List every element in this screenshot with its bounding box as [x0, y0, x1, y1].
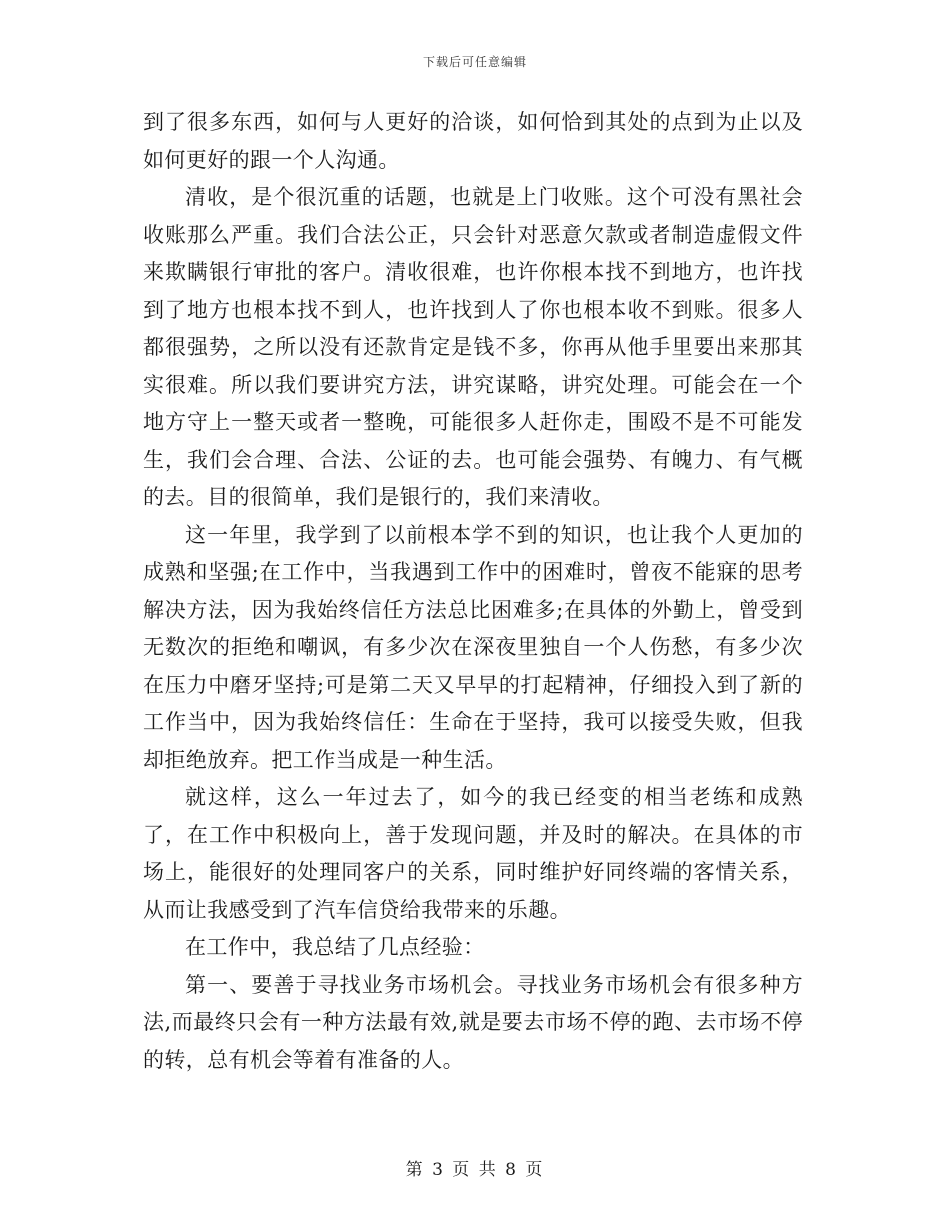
paragraph-continuation: 到了很多东西，如何与人更好的洽谈，如何恰到其处的点到为止以及如何更好的跟一个人沟通。 — [143, 110, 803, 172]
page-number-footer: 第 3 页 共 8 页 — [405, 1160, 545, 1180]
paragraph-year-review: 这一年里，我学到了以前根本学不到的知识，也让我个人更加的成熟和坚强;在工作中，当我遇到工作中的困难时，曾夜不能寐的思考解决方法，因为我始终信任方法总比困难多;在具体的外勤上，曾受到无数次的拒绝和嘲讽，有多少次在深夜里独自一个人伤愁，有多少次在压力中磨牙坚持;可是第二天又早早的打起精神，仔细投入到了新的工作当中，因为我始终信任：生命在于坚持，我可以接受失败，但我却拒绝放弃。把工作当成是一种生活。 — [143, 522, 803, 772]
paragraph-experience-intro: 在工作中，我总结了几点经验： — [185, 935, 485, 959]
body-text — [143, 104, 803, 1079]
paragraph-point-one: 第一、要善于寻找业务市场机会。寻找业务市场机会有很多种方法,而最终只会有一种方法最有效,就是要去市场不停的跑、去市场不停的转，总有机会等着有准备的人。 — [143, 972, 803, 1072]
paragraph-collection: 清收，是个很沉重的话题，也就是上门收账。这个可没有黑社会收账那么严重。我们合法公正，只会针对恶意欠款或者制造虚假文件来欺瞒银行审批的客户。清收很难，也许你根本找不到地方，也许找到了地方也根本找不到人，也许找到人了你也根本收不到账。很多人都很强势，之所以没有还款肯定是钱不多，你再从他手里要出来那其实很难。所以我们要讲究方法，讲究谋略，讲究处理。可能会在一个地方守上一整天或者一整晚，可能很多人赶你走，围殴不是不可能发生，我们会合理、合法、公证的去。也可能会强势、有魄力、有气概的去。目的很简单，我们是银行的，我们来清收。 — [143, 185, 803, 509]
paragraph-growth: 就这样，这么一年过去了，如今的我已经变的相当老练和成熟了，在工作中积极向上，善于发现问题，并及时的解决。在具体的市场上，能很好的处理同客户的关系，同时维护好同终端的客情关系，从而让我感受到了汽车信贷给我带来的乐趣。 — [143, 785, 803, 922]
header-note: 下载后可任意编辑 — [422, 55, 527, 69]
